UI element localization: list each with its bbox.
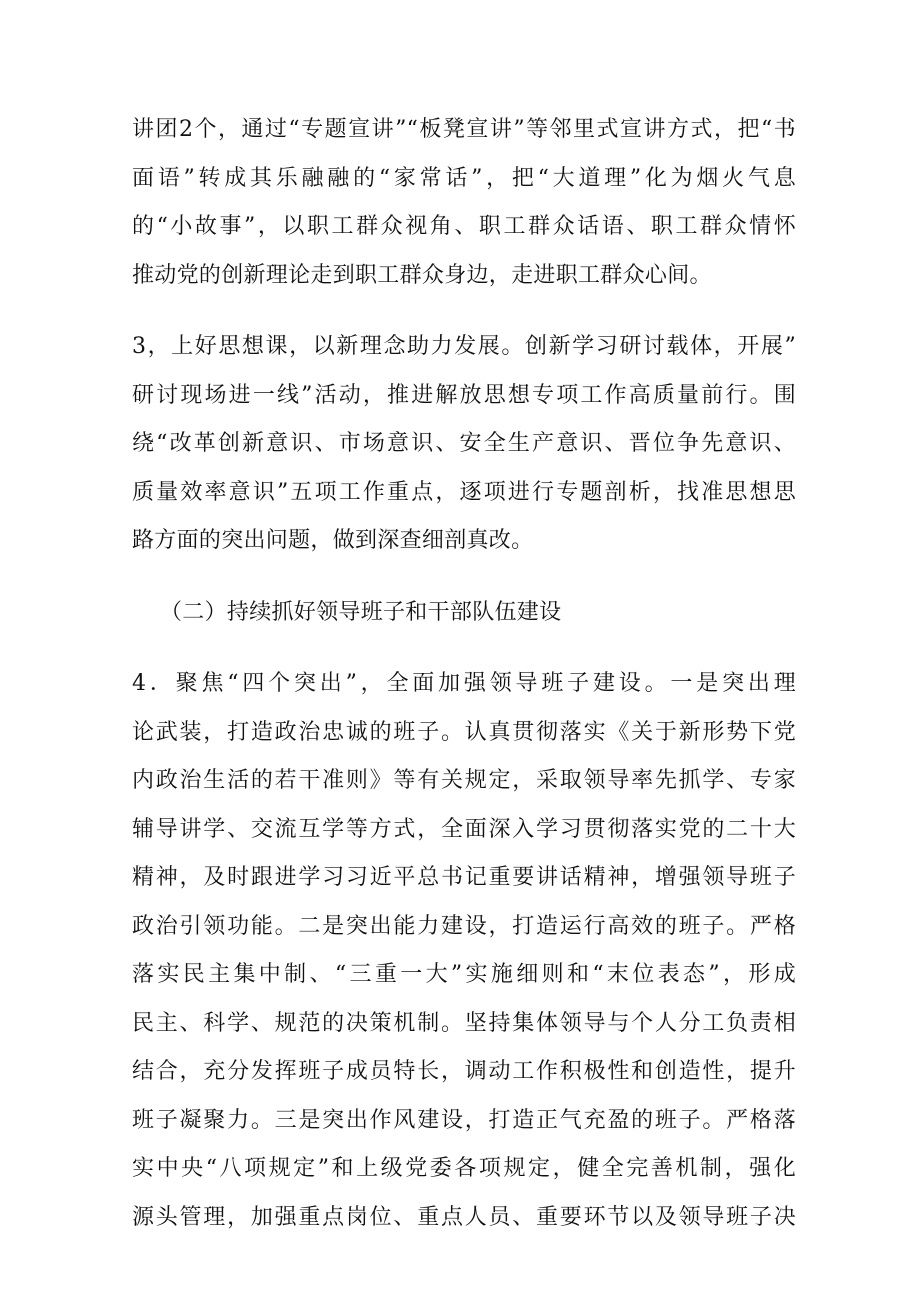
text-line: 研讨现场进一线”活动，推进解放思想专项工作高质量前行。围 xyxy=(132,382,796,408)
text-line: 落实民主集中制、“三重一大”实施细则和“末位表态”，形成 xyxy=(132,962,796,987)
text-line: 实中央“八项规定”和上级党委各项规定，健全完善机制，强化 xyxy=(132,1156,796,1181)
text-line: 3，上好思想课，以新理念助力发展。创新学习研讨载体，开展” xyxy=(132,334,796,359)
document-body xyxy=(132,106,796,1265)
text-line: 讲团2个，通过“专题宣讲”“板凳宣讲”等邻里式宣讲方式，把“书 xyxy=(132,117,796,142)
text-line: 精神，及时跟进学习习近平总书记重要讲话精神，增强领导班子 xyxy=(132,865,796,890)
text-line: 4．聚焦“四个突出”，全面加强领导班子建设。一是突出理 xyxy=(132,671,796,696)
text-line: 民主、科学、规范的决策机制。坚持集体领导与个人分工负责相 xyxy=(132,1010,796,1036)
text-line: 面语”转成其乐融融的“家常话”，把“大道理”化为烟火气息 xyxy=(132,165,796,191)
text-line: 质量效率意识”五项工作重点，逐项进行专题剖析，找准思想思 xyxy=(132,479,796,505)
text-line: 推动党的创新理论走到职工群众身边，走进职工群众心间。 xyxy=(132,262,712,288)
text-line: 班子凝聚力。三是突出作风建设，打造正气充盈的班子。严格落 xyxy=(132,1107,796,1133)
paragraph-item-3 xyxy=(132,323,796,566)
paragraph-propaganda xyxy=(132,106,796,300)
text-line: 政治引领功能。二是突出能力建设，打造运行高效的班子。严格 xyxy=(132,913,796,939)
heading-text: （二）持续抓好领导班子和干部队伍建设 xyxy=(160,599,562,625)
text-line: 结合，充分发挥班子成员特长，调动工作积极性和创造性，提升 xyxy=(132,1059,796,1084)
paragraph-item-4 xyxy=(132,660,796,1242)
text-line: 辅导讲学、交流互学等方式，全面深入学习贯彻落实党的二十大 xyxy=(132,816,796,842)
text-line: 路方面的突出问题，做到深查细剖真改。 xyxy=(132,528,534,553)
section-heading xyxy=(132,589,796,638)
text-line: 源头管理，加强重点岗位、重点人员、重要环节以及领导班子决 xyxy=(132,1204,796,1230)
text-line: 的“小故事”，以职工群众视角、职工群众话语、职工群众情怀 xyxy=(132,214,796,239)
text-line: 内政治生活的若干准则》等有关规定，采取领导率先抓学、专家 xyxy=(132,768,796,793)
text-line: 绕“改革创新意识、市场意识、安全生产意识、晋位争先意识、 xyxy=(132,431,796,456)
text-line: 论武装，打造政治忠诚的班子。认真贯彻落实《关于新形势下党 xyxy=(132,719,796,745)
